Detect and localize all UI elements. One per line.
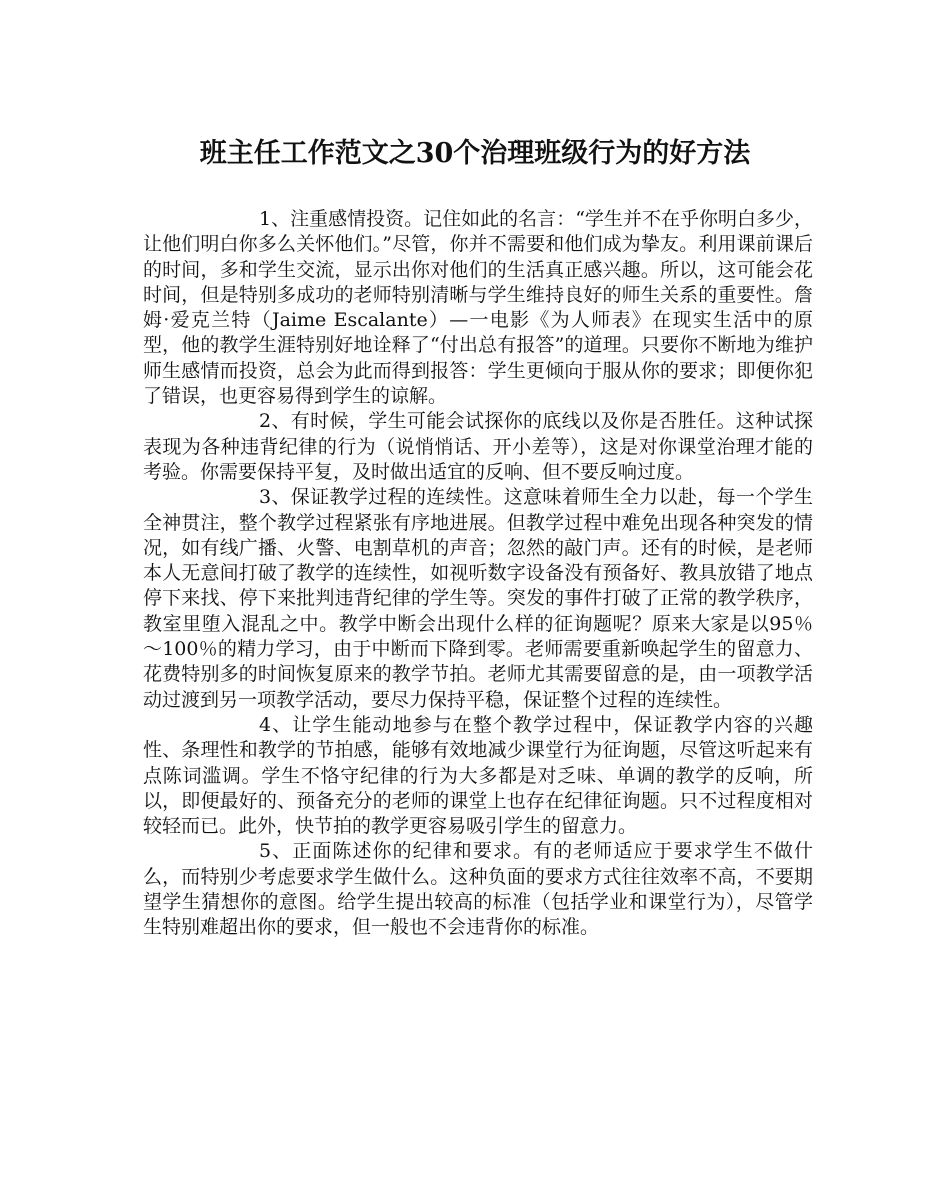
paragraph-5: 5、正面陈述你的纪律和要求。有的老师适应于要求学生不做什么，而特别少考虑要求学生做什么。这种负面的要求方式往往效率不高，不要期望学生猜想你的意图。给学生提出较高的标准（包括学业和课堂行为），尽管学生特别难超出你的要求，但一般也不会违背你的标准。 [143,840,813,939]
paragraph-4: 4、让学生能动地参与在整个教学过程中，保证教学内容的兴趣性、条理性和教学的节拍感，能够有效地减少课堂行为征询题，尽管这听起来有点陈词滥调。学生不恪守纪律的行为大多都是对乏味、单调的教学的反响，所以，即便最好的、预备充分的老师的课堂上也存在纪律征询题。只不过程度相对较轻而已。此外，快节拍的教学更容易吸引学生的留意力。 [143,713,813,838]
document-body [143,207,813,941]
document-title: 班主任工作范文之30个治理班级行为的好方法 [199,138,751,169]
paragraph-2: 2、有时候，学生可能会试探你的底线以及你是否胜任。这种试探表现为各种违背纪律的行为（说悄悄话、开小差等），这是对你课堂治理才能的考验。你需要保持平复，及时做出适宜的反响、但不要反响过度。 [143,410,813,483]
paragraph-3: 3、保证教学过程的连续性。这意味着师生全力以赴，每一个学生全神贯注，整个教学过程紧张有序地进展。但教学过程中难免出现各种突发的情况，如有线广播、火警、电割草机的声音；忽然的敲门声。还有的时候，是老师本人无意间打破了教学的连续性，如视听数字设备没有预备好、教具放错了地点停下来找、停下来批判违背纪律的学生等。突发的事件打破了正常的教学秩序，教室里堕入混乱之中。教学中断会出现什么样的征询题呢？原来大家是以95％～100％的精力学习，由于中断而下降到零。老师需要重新唤起学生的留意力、花费特别多的时间恢复原来的教学节拍。老师尤其需要留意的是，由一项教学活动过渡到另一项教学活动，要尽力保持平稳，保证整个过程的连续性。 [143,486,813,711]
paragraph-1: 1、注重感情投资。记住如此的名言：“学生并不在乎你明白多少，让他们明白你多么关怀他们。”尽管，你并不需要和他们成为挚友。利用课前课后的时间，多和学生交流，显示出你对他们的生活真正感兴趣。所以，这可能会花时间，但是特别多成功的老师特别清晰与学生维持良好的师生关系的重要性。詹姆·爱克兰特（Jaime Escalante）—一电影《为人师表》在现实生活中的原型，他的教学生涯特别好地诠释了“付出总有报答”的道理。只要你不断地为维护师生感情而投资，总会为此而得到报答：学生更倾向于服从你的要求；即便你犯了错误，也更容易得到学生的谅解。 [143,208,813,408]
